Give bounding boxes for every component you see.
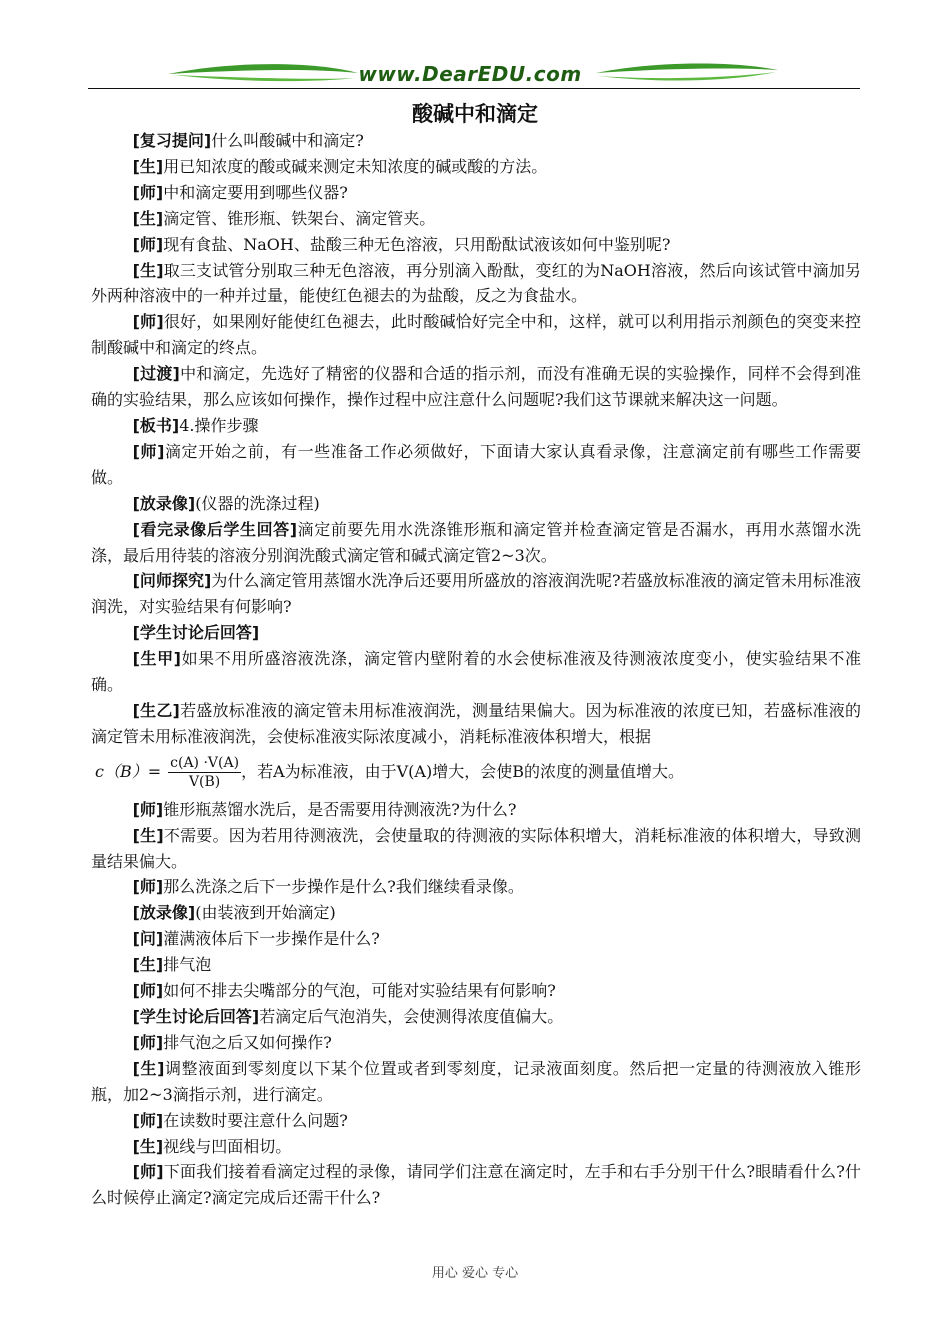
paragraph — [91, 258, 861, 310]
formula-numerator: c(A) ·V(A) — [170, 754, 240, 771]
speaker-tag: [放录像] — [132, 493, 196, 513]
paragraph — [91, 1056, 861, 1108]
paragraph-text: 灌满液体后下一步操作是什么? — [163, 929, 380, 949]
speaker-tag: [师] — [132, 182, 164, 202]
paragraph-text: 滴定管、锥形瓶、铁架台、滴定管夹。 — [163, 208, 436, 228]
paragraph-text: 为什么滴定管用蒸馏水洗净后还要用所盛放的溶液润洗呢?若盛放标准液的滴定管未用标准液润洗，对实验结果有何影响? — [91, 571, 861, 617]
speaker-tag: [师] — [132, 1162, 164, 1182]
paragraph — [91, 568, 861, 620]
speaker-tag: [学生讨论后回答] — [132, 1007, 260, 1026]
paragraph-text: (仪器的洗涤过程) — [195, 493, 320, 513]
paragraph — [91, 206, 861, 232]
speaker-tag: [师] — [132, 1032, 164, 1052]
paragraph-text: 若盛放标准液的滴定管未用标准液润洗，测量结果偏大。因为标准液的浓度已知，若盛标准液的滴定管未用标准液润洗，会使标准液实际浓度减小，消耗标准液体积增大，根据 — [91, 700, 861, 746]
paragraph — [91, 128, 861, 154]
left-swoosh-graphic — [168, 64, 358, 74]
paragraph-text: 中和滴定要用到哪些仪器? — [163, 182, 348, 202]
paragraph-text: 滴定前要先用水洗涤锥形瓶和滴定管并检查滴定管是否漏水，再用水蒸馏水洗涤，最后用待装的溶液分别润洗酸式滴定管和碱式滴定管2~3次。 — [91, 519, 861, 565]
paragraph — [91, 823, 861, 875]
speaker-tag: [师] — [132, 799, 164, 819]
speaker-tag: [生乙] — [132, 700, 180, 720]
speaker-tag: [板书] — [132, 415, 180, 435]
paragraph — [91, 620, 861, 646]
formula-denominator: V(B) — [188, 773, 221, 790]
speaker-tag: [过渡] — [132, 364, 180, 384]
paragraph-text: 调整液面到零刻度以下某个位置或者到零刻度，记录液面刻度。然后把一定量的待测液放入锥形瓶，加2~3滴指示剂，进行滴定。 — [91, 1058, 861, 1104]
paragraph-text: 如果不用所盛溶液洗涤，滴定管内壁附着的水会使标准液及待测液浓度变小，使实验结果不准确。 — [91, 649, 861, 695]
paragraph-text: 4.操作步骤 — [179, 415, 259, 435]
formula-fraction — [168, 754, 241, 791]
paragraph-text: 现有食盐、NaOH、盐酸三种无色溶液，只用酚酞试液该如何中鉴别呢? — [163, 234, 671, 254]
speaker-tag: [放录像] — [132, 903, 196, 923]
paragraph-text: 若滴定后气泡消失，会使测得浓度值偏大。 — [259, 1007, 564, 1026]
paragraph-text: 滴定开始之前，有一些准备工作必须做好，下面请大家认真看录像，注意滴定前有哪些工作需要做。 — [91, 441, 861, 487]
paragraph — [91, 926, 861, 952]
formula-lhs: c（B）= — [95, 762, 162, 782]
paragraph-text: 如何不排去尖嘴部分的气泡，可能对实验结果有何影响? — [163, 981, 556, 1001]
speaker-tag: [生] — [132, 1058, 165, 1078]
paragraph-text: 很好，如果刚好能使红色褪去，此时酸碱恰好完全中和，这样，就可以利用指示剂颜色的突变来控制酸碱中和滴定的终点。 — [91, 312, 861, 358]
speaker-tag: [师] — [132, 441, 165, 461]
speaker-tag: [师] — [132, 234, 164, 254]
paragraph — [91, 797, 861, 823]
paragraph-text: 不需要。因为若用待测液洗，会使量取的待测液的实际体积增大，消耗标准液的体积增大，导致测量结果偏大。 — [91, 825, 861, 871]
speaker-tag: [师] — [132, 1110, 164, 1130]
paragraph-text: 排气泡之后又如何操作? — [163, 1032, 332, 1052]
paragraph-text: 在读数时要注意什么问题? — [163, 1110, 348, 1130]
speaker-tag: [师] — [132, 877, 164, 897]
paragraph — [91, 517, 861, 569]
paragraph-text: 下面我们接着看滴定过程的录像，请同学们注意在滴定时，左手和右手分别干什么?眼睛看什么?什么时候停止滴定?滴定完成后还需干什么? — [91, 1162, 861, 1208]
paragraph — [91, 309, 861, 361]
document-body — [91, 128, 861, 1211]
speaker-tag: [生] — [132, 825, 164, 845]
page-footer: 用心 爱心 专心 — [431, 1266, 519, 1281]
paragraph-text: 中和滴定，先选好了精密的仪器和合适的指示剂，而没有准确无误的实验操作，同样不会得到准确的实验结果，那么应该如何操作，操作过程中应注意什么问题呢?我们这节课就来解决这一问题。 — [91, 364, 861, 410]
paragraph — [91, 1108, 861, 1134]
speaker-tag: [生] — [132, 156, 164, 176]
formula-line — [91, 754, 861, 791]
paragraph — [91, 1030, 861, 1056]
paragraph-text: 用已知浓度的酸或碱来测定未知浓度的碱或酸的方法。 — [163, 156, 548, 176]
site-logo-text[interactable]: www.DearEDU.com — [358, 62, 582, 86]
paragraph — [91, 1159, 861, 1211]
paragraph — [91, 978, 861, 1004]
speaker-tag: [生] — [132, 260, 164, 280]
paragraph — [91, 646, 861, 698]
paragraph — [91, 180, 861, 206]
paragraph — [91, 154, 861, 180]
paragraph — [91, 900, 861, 926]
formula-explanation: ，若A为标准液，由于V(A)增大，会使B的浓度的测量值增大。 — [241, 761, 684, 781]
header-rule — [88, 88, 860, 89]
paragraph-text: 什么叫酸碱中和滴定? — [211, 131, 364, 150]
page-title: 酸碱中和滴定 — [412, 102, 538, 126]
speaker-tag: [问] — [132, 929, 164, 949]
speaker-tag: [学生讨论后回答] — [132, 623, 260, 643]
speaker-tag: [生] — [132, 208, 164, 228]
paragraph-text: (由装液到开始滴定) — [195, 903, 336, 923]
paragraph — [91, 698, 861, 750]
speaker-tag: [生甲] — [132, 649, 181, 669]
paragraph — [91, 952, 861, 978]
paragraph — [91, 491, 861, 517]
paragraph-text: 取三支试管分别取三种无色溶液，再分别滴入酚酞，变红的为NaOH溶液，然后向该试管中滴加另外两种溶液中的一种并过量，能使红色褪去的为盐酸，反之为食盐水。 — [91, 260, 861, 306]
paragraph — [91, 1004, 861, 1030]
paragraph — [91, 1134, 861, 1160]
paragraph — [91, 874, 861, 900]
paragraph — [91, 232, 861, 258]
speaker-tag: [看完录像后学生回答] — [132, 519, 298, 539]
paragraph — [91, 439, 861, 491]
paragraph — [91, 361, 861, 413]
paragraph-text: 那么洗涤之后下一步操作是什么?我们继续看录像。 — [163, 877, 524, 897]
speaker-tag: [复习提问] — [132, 131, 212, 150]
right-swoosh-graphic — [596, 64, 778, 73]
speaker-tag: [师] — [132, 312, 164, 332]
speaker-tag: [问师探究] — [132, 571, 212, 591]
paragraph — [91, 413, 861, 439]
speaker-tag: [生] — [132, 955, 164, 975]
paragraph-text: 视线与凹面相切。 — [163, 1136, 292, 1156]
speaker-tag: [生] — [132, 1136, 164, 1156]
paragraph-text: 锥形瓶蒸馏水洗后，是否需要用待测液洗?为什么? — [163, 799, 517, 819]
paragraph-text: 排气泡 — [163, 955, 212, 975]
speaker-tag: [师] — [132, 981, 164, 1001]
